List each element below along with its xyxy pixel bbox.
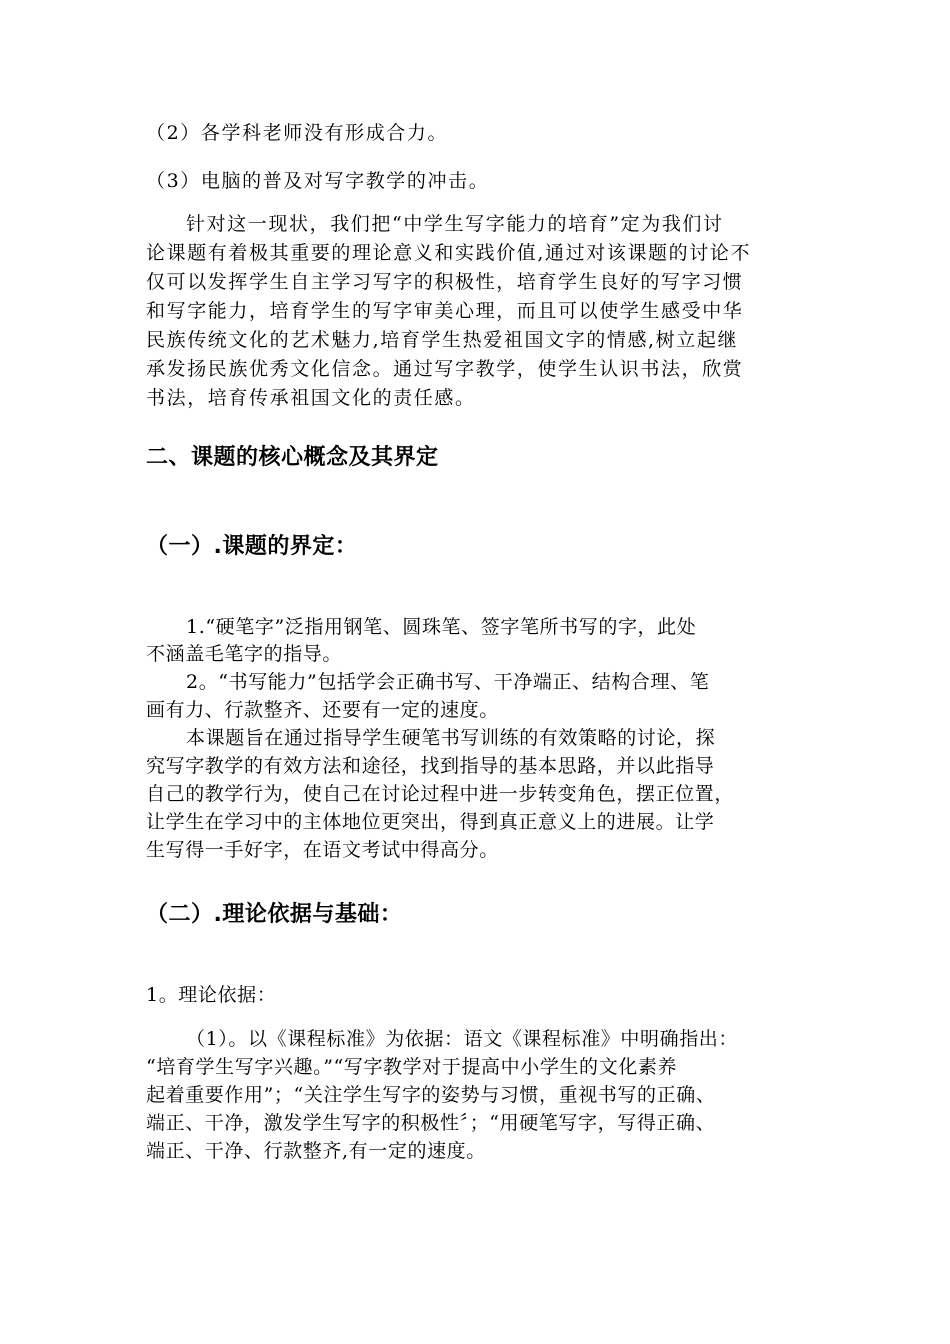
theory-label: 1。理论依据：	[146, 984, 277, 1006]
section-heading: 二、课题的核心概念及其界定	[146, 445, 439, 470]
paragraph-line: 书法，培育传承祖国文化的责任感。	[146, 387, 476, 409]
definition-line: 画有力、行款整齐、还要有一定的速度。	[146, 699, 499, 721]
definition-line: 不涵盖毛笔字的指导。	[146, 643, 343, 665]
subsection-heading: （二）.理论依据与基础：	[146, 902, 403, 927]
paragraph-line: 承发扬民族优秀文化信念。通过写字教学，使学生认识书法，欣赏	[146, 358, 744, 380]
paragraph-line: 针对这一现状，我们把“中学生写字能力的培育”定为我们讨	[186, 213, 724, 235]
subsection-heading: （一）.课题的界定：	[146, 534, 358, 559]
definition-line: 2。“书写能力”包括学会正确书写、干净端正、结构合理、笔	[186, 671, 710, 693]
theory-line: 端正、干净，激发学生写字的积极性〞；“用硬笔写字，写得正确、	[146, 1112, 716, 1134]
paragraph-line: 论课题有着极其重要的理论意义和实践价值,通过对该课题的讨论不	[146, 242, 752, 264]
list-item-3: （3）电脑的普及对写字教学的冲击。	[146, 170, 490, 192]
definition-line: 让学生在学习中的主体地位更突出，得到真正意义上的进展。让学	[146, 811, 715, 833]
paragraph-line: 仅可以发挥学生自主学习写字的积极性，培育学生良好的写字习惯	[146, 271, 744, 293]
definition-line: 1.“硬笔字”泛指用钢笔、圆珠笔、签字笔所书写的字，此处	[186, 616, 697, 638]
paragraph-line: 民族传统文化的艺术魅力,培育学生热爱祖国文字的情感,树立起继	[146, 329, 739, 351]
list-item-2: （2）各学科老师没有形成合力。	[146, 122, 449, 144]
paragraph-line: 和写字能力，培育学生的写字审美心理，而且可以使学生感受中华	[146, 300, 744, 322]
definition-line: 生写得一手好字，在语文考试中得高分。	[146, 839, 499, 861]
theory-line: 起着重要作用”；“关注学生写字的姿势与习惯，重视书写的正确、	[146, 1084, 716, 1106]
definition-line: 究写字教学的有效方法和途径，找到指导的基本思路，并以此指导	[146, 755, 715, 777]
theory-line: （1）。以《课程标准》为依据：语文《课程标准》中明确指出：	[186, 1028, 738, 1050]
theory-line: 端正、干净、行款整齐,有一定的速度。	[146, 1140, 486, 1162]
theory-line: “培育学生写字兴趣。”“写字教学对于提高中小学生的文化素养	[146, 1056, 678, 1078]
definition-line: 自己的教学行为，使自己在讨论过程中进一步转变角色，摆正位置，	[146, 783, 735, 805]
definition-line: 本课题旨在通过指导学生硬笔书写训练的有效策略的讨论，探	[186, 727, 716, 749]
